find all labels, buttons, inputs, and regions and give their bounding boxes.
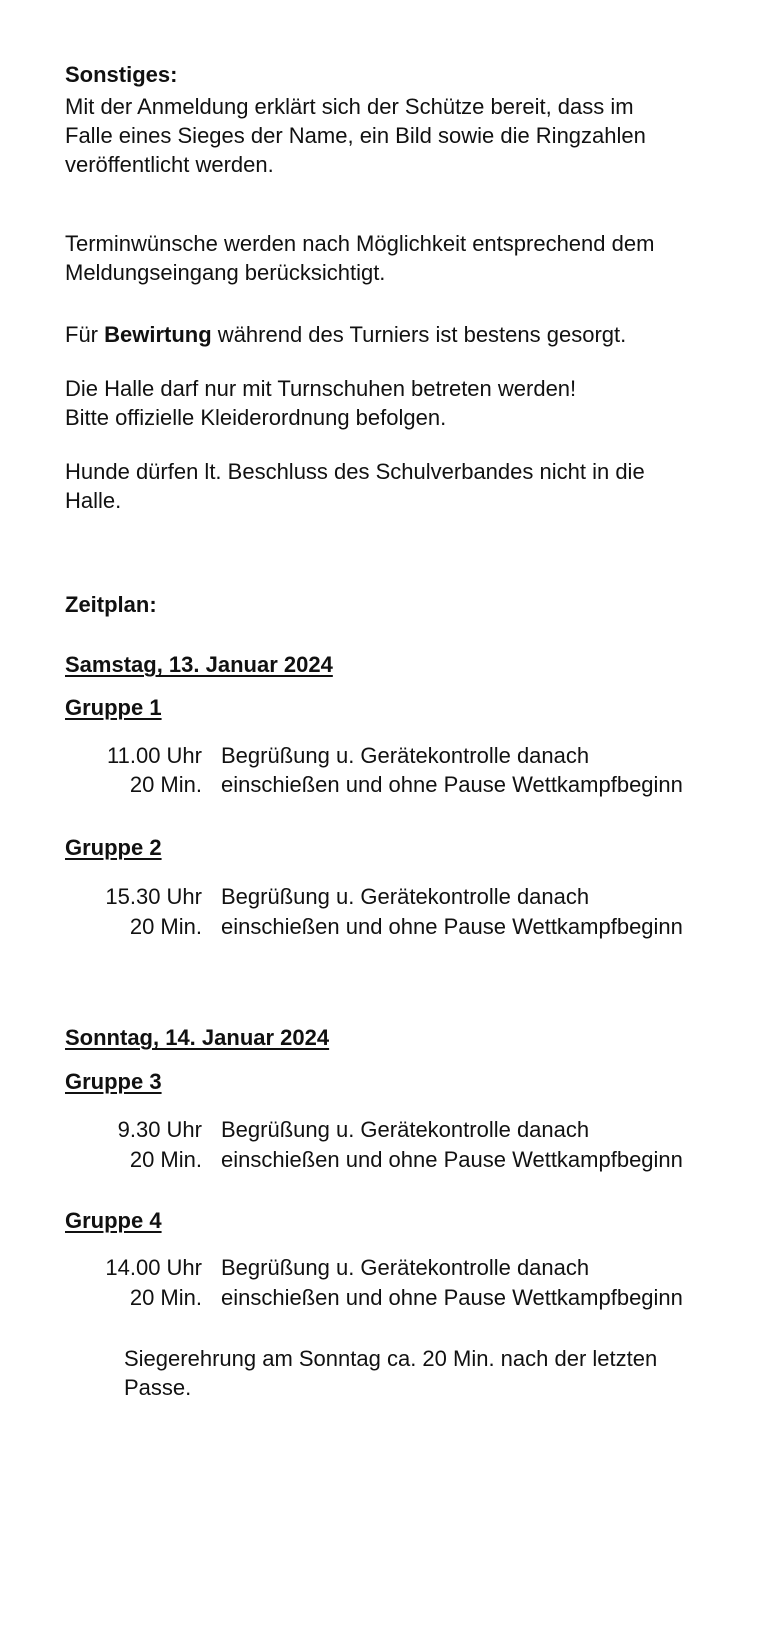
text-line: Meldungseingang berücksichtigt. (65, 260, 386, 285)
schedule-time: 20 Min. (129, 772, 202, 797)
text-line: Die Halle darf nur mit Turnschuhen betreten werden! (65, 376, 577, 401)
schedule-desc: einschießen und ohne Pause Wettkampfbeginn (221, 1147, 683, 1172)
schedule-row (65, 1115, 765, 1146)
text-span: während des Turniers ist bestens gesorgt. (211, 322, 627, 347)
paragraph-halle (65, 374, 765, 432)
paragraph-siegerehrung (124, 1344, 764, 1402)
text-line: Passe. (124, 1375, 192, 1400)
text-line: Terminwünsche werden nach Möglichkeit entsprechend dem (65, 231, 655, 256)
schedule-desc: einschießen und ohne Pause Wettkampfbeginn (221, 772, 683, 797)
paragraph-hunde (65, 457, 765, 515)
day-heading-sonntag (65, 1023, 765, 1052)
text-span: Für (65, 322, 105, 347)
bold-bewirtung: Bewirtung (104, 322, 212, 347)
group-name: Gruppe 1 (65, 695, 162, 720)
text-line: Siegerehrung am Sonntag ca. 20 Min. nach der letzten (124, 1346, 658, 1371)
text-line: Hunde dürfen lt. Beschluss des Schulverbandes nicht in die (65, 459, 645, 484)
text-line: Falle eines Sieges der Name, ein Bild sowie die Ringzahlen (65, 123, 646, 148)
group-name: Gruppe 3 (65, 1069, 162, 1094)
schedule-time: 20 Min. (129, 1285, 202, 1310)
schedule-desc: einschießen und ohne Pause Wettkampfbeginn (221, 1285, 683, 1310)
schedule-time: 14.00 Uhr (105, 1255, 202, 1280)
group-name: Gruppe 2 (65, 835, 162, 860)
schedule-row (65, 1145, 765, 1176)
schedule-time: 11.00 Uhr (107, 743, 202, 768)
group-heading-3 (65, 1067, 765, 1096)
schedule-desc: einschießen und ohne Pause Wettkampfbeginn (221, 914, 683, 939)
schedule-desc: Begrüßung u. Gerätekontrolle danach (221, 884, 590, 909)
text-line: Halle. (65, 488, 122, 513)
schedule-row (65, 912, 765, 943)
schedule-row (65, 882, 765, 913)
text-line: Bitte offizielle Kleiderordnung befolgen. (65, 405, 447, 430)
paragraph-anmeldung (65, 92, 765, 179)
day-date: Samstag, 13. Januar 2024 (65, 652, 333, 677)
schedule-desc: Begrüßung u. Gerätekontrolle danach (221, 1117, 590, 1142)
group-heading-1 (65, 693, 765, 722)
schedule-time: 20 Min. (129, 1147, 202, 1172)
paragraph-bewirtung (65, 320, 765, 349)
section-heading-zeitplan: Zeitplan: (65, 592, 157, 617)
schedule-desc: Begrüßung u. Gerätekontrolle danach (221, 1255, 590, 1280)
group-heading-2 (65, 833, 765, 862)
schedule-time: 15.30 Uhr (105, 884, 202, 909)
group-heading-4 (65, 1206, 765, 1235)
paragraph-terminwuensche (65, 229, 765, 287)
day-date: Sonntag, 14. Januar 2024 (65, 1025, 330, 1050)
text-line: Mit der Anmeldung erklärt sich der Schütze bereit, dass im (65, 94, 634, 119)
schedule-desc: Begrüßung u. Gerätekontrolle danach (221, 743, 590, 768)
schedule-time: 20 Min. (129, 914, 202, 939)
schedule-row (65, 741, 765, 772)
day-heading-samstag (65, 650, 765, 679)
group-name: Gruppe 4 (65, 1208, 162, 1233)
section-heading-sonstiges: Sonstiges: (65, 62, 178, 87)
schedule-row (65, 1253, 765, 1284)
schedule-row (65, 770, 765, 801)
schedule-time: 9.30 Uhr (117, 1117, 202, 1142)
schedule-row (65, 1283, 765, 1314)
text-line: veröffentlicht werden. (65, 152, 274, 177)
